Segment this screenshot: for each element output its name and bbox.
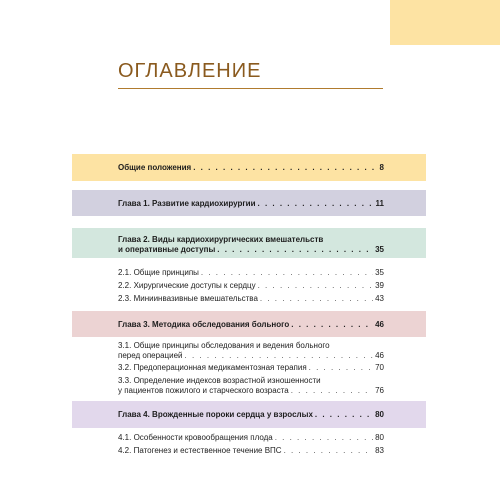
toc-section-3-2[interactable] <box>118 363 384 373</box>
dot-leader <box>201 268 373 278</box>
toc-entry-chapter-4[interactable] <box>118 410 384 420</box>
dot-leader <box>291 386 373 396</box>
toc-entry-page: 46 <box>375 320 384 329</box>
page-title: ОГЛАВЛЕНИЕ <box>118 60 262 82</box>
corner-color-tab <box>390 0 500 45</box>
toc-entry-general[interactable] <box>118 163 384 173</box>
toc-section-page: 83 <box>375 446 384 455</box>
dot-leader <box>275 433 373 443</box>
dot-leader <box>309 363 373 373</box>
toc-section-4-2[interactable] <box>118 446 384 456</box>
toc-section-label: 2.3. Миниинвазивные вмешательства <box>118 294 258 303</box>
toc-entry-label: Глава 3. Методика обследования больного <box>118 320 290 329</box>
toc-section-label: 2.2. Хирургические доступы к сердцу <box>118 281 256 290</box>
toc-section-page: 80 <box>375 433 384 442</box>
toc-section-page: 76 <box>375 386 384 395</box>
toc-entry-page: 8 <box>379 163 384 172</box>
toc-section-2-3[interactable] <box>118 294 384 304</box>
toc-section-3-1[interactable] <box>118 341 384 361</box>
dot-leader <box>284 446 374 456</box>
toc-entry-page: 80 <box>375 410 384 419</box>
title-underline <box>118 88 383 89</box>
toc-entry-label-line2: и оперативные доступы <box>118 245 216 254</box>
toc-section-label: 4.1. Особенности кровообращения плода <box>118 433 273 442</box>
dot-leader <box>193 163 377 173</box>
toc-entry-label: Глава 1. Развитие кардиохирургии <box>118 199 256 208</box>
toc-entry-chapter-2[interactable] <box>118 235 384 255</box>
dot-leader <box>185 351 374 361</box>
toc-section-label-line2: перед операцией <box>118 351 183 360</box>
toc-section-page: 43 <box>375 294 384 303</box>
toc-entry-chapter-3[interactable] <box>118 320 384 330</box>
dot-leader <box>217 245 373 255</box>
toc-section-3-3[interactable] <box>118 376 384 396</box>
toc-section-label: 3.2. Предоперационная медикаментозная терапия <box>118 363 307 372</box>
toc-entry-label: Общие положения <box>118 163 192 172</box>
toc-entry-page: 35 <box>375 245 384 254</box>
dot-leader <box>258 281 373 291</box>
toc-section-2-1[interactable] <box>118 268 384 278</box>
toc-section-page: 39 <box>375 281 384 290</box>
toc-section-label: 2.1. Общие принципы <box>118 268 199 277</box>
toc-section-label-line1: 3.1. Общие принципы обследования и ведения больного <box>118 341 330 350</box>
dot-leader <box>258 199 374 209</box>
toc-entry-label-line1: Глава 2. Виды кардиохирургических вмешательств <box>118 235 324 244</box>
toc-section-page: 35 <box>375 268 384 277</box>
toc-section-page: 46 <box>375 351 384 360</box>
dot-leader <box>291 320 373 330</box>
toc-entry-page: 11 <box>375 199 384 208</box>
toc-section-2-2[interactable] <box>118 281 384 291</box>
toc-section-page: 70 <box>375 363 384 372</box>
toc-section-label-line1: 3.3. Определение индексов возрастной изношенности <box>118 376 321 385</box>
toc-entry-chapter-1[interactable] <box>118 199 384 209</box>
dot-leader <box>260 294 373 304</box>
toc-section-label: 4.2. Патогенез и естественное течение ВПС <box>118 446 282 455</box>
dot-leader <box>315 410 373 420</box>
toc-entry-label: Глава 4. Врожденные пороки сердца у взрослых <box>118 410 313 419</box>
toc-section-label-line2: у пациентов пожилого и старческого возраста <box>118 386 289 395</box>
toc-section-4-1[interactable] <box>118 433 384 443</box>
